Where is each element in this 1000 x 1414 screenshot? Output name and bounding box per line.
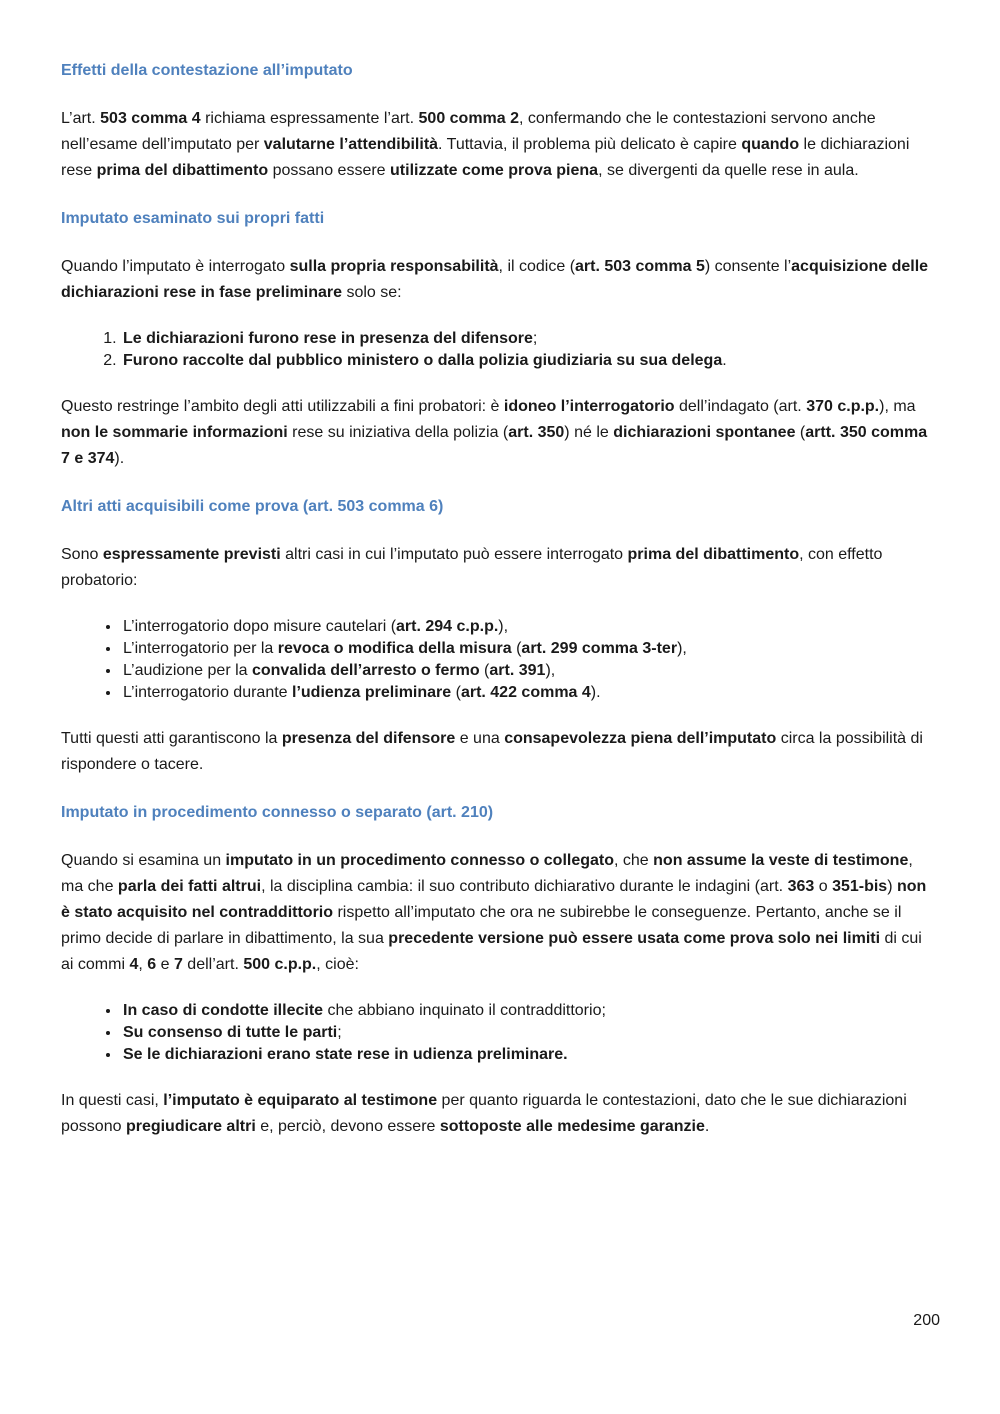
text: richiama espressamente l’art. (200, 110, 419, 127)
bold-text: Le dichiarazioni furono rese in presenza del difensore (123, 330, 533, 347)
list-item (121, 616, 937, 638)
text: possano essere (268, 162, 391, 179)
list-item (121, 638, 937, 660)
text: ( (451, 684, 461, 701)
paragraph (61, 542, 937, 594)
bold-text: In caso di condotte illecite (123, 1002, 324, 1019)
text: ). (114, 450, 125, 467)
text: Tutti questi atti garantiscono la (61, 730, 282, 747)
bold-text: 500 c.p.p. (243, 956, 317, 973)
text: In questi casi, (61, 1092, 164, 1109)
text: Quando l’imputato è interrogato (61, 258, 290, 275)
text: dell’indagato (art. (674, 398, 807, 415)
text: ), (545, 662, 556, 679)
bold-text: 7 (173, 956, 183, 973)
text: ), (677, 640, 687, 657)
bold-text: art. 422 comma 4 (460, 684, 591, 701)
bold-text: revoca o modifica della misura (277, 640, 512, 657)
list-item (121, 328, 937, 350)
bold-text: art. 299 comma 3-ter (521, 640, 678, 657)
bold-text: prima del dibattimento (96, 162, 269, 179)
text: , che (614, 852, 654, 869)
text: dell’art. (182, 956, 244, 973)
text: ( (479, 662, 490, 679)
text: , il codice ( (498, 258, 576, 275)
list-item (121, 1000, 937, 1022)
bold-text: non è stato acquisito nel contraddittorio (61, 878, 927, 921)
bold-text: non assume la veste di testimone (653, 852, 909, 869)
bold-text: idoneo l’interrogatorio (503, 398, 675, 415)
text: ), ma (879, 398, 916, 415)
bold-text: utilizzate come prova piena (390, 162, 599, 179)
paragraph (61, 1088, 937, 1140)
paragraph (61, 254, 937, 306)
bold-text: convalida dell’arresto o fermo (251, 662, 480, 679)
bold-text: 363 (787, 878, 815, 895)
text: L’art. (61, 110, 101, 127)
bold-text: quando (741, 136, 800, 153)
bold-text: 503 comma 4 (100, 110, 201, 127)
text: , con effetto probatorio: (61, 546, 883, 589)
bold-text: art. 391 (489, 662, 546, 679)
bold-text: sulla propria responsabilità (289, 258, 499, 275)
section-heading-effetti: Effetti della contestazione all’imputato (61, 62, 353, 79)
bold-text: espressamente previsti (102, 546, 281, 563)
text: rese su iniziativa della polizia ( (287, 424, 509, 441)
bullet-list (61, 616, 937, 704)
text: L’audizione per la (123, 662, 252, 679)
bold-text: dichiarazioni spontanee (613, 424, 796, 441)
section-heading-procedimento-connesso: Imputato in procedimento connesso o separato (art. 210) (61, 804, 494, 821)
text: Sono (61, 546, 103, 563)
text: . (704, 1118, 710, 1135)
text: L’interrogatorio durante (123, 684, 292, 701)
bold-text: Se le dichiarazioni erano state rese in udienza preliminare. (123, 1046, 568, 1063)
text: che abbiano inquinato il contraddittorio; (323, 1002, 606, 1019)
text: , se divergenti da quelle rese in aula. (598, 162, 859, 179)
text: e (156, 956, 174, 973)
text: , (138, 956, 148, 973)
text: ). (590, 684, 601, 701)
text: solo se: (342, 284, 402, 301)
text: ; (337, 1024, 342, 1041)
text: . (722, 352, 727, 369)
bold-text: 500 comma 2 (418, 110, 520, 127)
text: , confermando che le contestazioni servono anche nell’esame dell’imputato per (61, 110, 876, 153)
list-item (121, 1022, 937, 1044)
text: le dichiarazioni rese (61, 136, 910, 179)
bold-text: Su consenso di tutte le parti (123, 1024, 338, 1041)
bold-text: l’udienza preliminare (292, 684, 452, 701)
text: , cioè: (316, 956, 359, 973)
text: Quando si esamina un (61, 852, 226, 869)
list-item (121, 660, 937, 682)
bold-text: 6 (147, 956, 157, 973)
paragraph (61, 726, 937, 778)
paragraph (61, 848, 937, 978)
bullet-list (61, 1000, 937, 1066)
paragraph (61, 106, 937, 184)
bold-text: 370 c.p.p. (806, 398, 880, 415)
text: circa la possibilità di rispondere o tacere. (61, 730, 923, 773)
text: ) né le (564, 424, 614, 441)
text: ; (532, 330, 538, 347)
bold-text: parla dei fatti altrui (117, 878, 262, 895)
bold-text: artt. 350 comma 7 e 374 (61, 424, 928, 467)
text: per quanto riguarda le contestazioni, dato che le sue dichiarazioni possono (61, 1092, 907, 1135)
text: o (814, 878, 833, 895)
text: , la disciplina cambia: il suo contributo dichiarativo durante le indagini (art. (261, 878, 788, 895)
text: rispetto all’imputato che ora ne subirebbe le conseguenze. Pertanto, anche se il primo decide di parlare in dibattimento, la sua (61, 904, 902, 947)
bold-text: art. 350 (508, 424, 565, 441)
numbered-list (61, 328, 937, 372)
list-item (121, 682, 937, 704)
bold-text: imputato in un procedimento connesso o collegato (225, 852, 615, 869)
bold-text: prima del dibattimento (627, 546, 800, 563)
bold-text: acquisizione delle dichiarazioni rese in fase preliminare (61, 258, 929, 301)
text: , ma che (61, 852, 913, 895)
page-number: 200 (913, 1312, 940, 1329)
bold-text: pregiudicare altri (125, 1118, 256, 1135)
text: ( (511, 640, 522, 657)
bold-text: l’imputato è equiparato al testimone (163, 1092, 438, 1109)
section-heading-imputato-esaminato: Imputato esaminato sui propri fatti (61, 210, 325, 227)
text: Questo restringe l’ambito degli atti utilizzabili a fini probatori: è (61, 398, 504, 415)
list-item (121, 350, 937, 372)
text: L’interrogatorio dopo misure cautelari ( (123, 618, 397, 635)
bold-text: non le sommarie informazioni (61, 424, 288, 441)
bold-text: consapevolezza piena dell’imputato (504, 730, 777, 747)
text: altri casi in cui l’imputato può essere interrogato (280, 546, 628, 563)
bold-text: art. 294 c.p.p. (396, 618, 499, 635)
bold-text: precedente versione può essere usata come prova solo nei limiti (388, 930, 881, 947)
text: L’interrogatorio per la (123, 640, 278, 657)
bold-text: 4 (129, 956, 139, 973)
text: . Tuttavia, il problema più delicato è capire (438, 136, 742, 153)
text: ( (795, 424, 806, 441)
bold-text: valutarne l’attendibilità (263, 136, 439, 153)
bold-text: Furono raccolte dal pubblico ministero o dalla polizia giudiziaria su sua delega (123, 352, 723, 369)
document-page (61, 58, 937, 1162)
paragraph (61, 394, 937, 472)
bold-text: art. 503 comma 5 (575, 258, 705, 275)
text: e, perciò, devono essere (255, 1118, 440, 1135)
text: e una (455, 730, 505, 747)
text: ) consente l’ (704, 258, 792, 275)
list-item (121, 1044, 937, 1066)
text: di cui ai commi (61, 930, 922, 973)
bold-text: sottoposte alle medesime garanzie (439, 1118, 705, 1135)
bold-text: presenza del difensore (281, 730, 456, 747)
text: ) (887, 878, 897, 895)
section-heading-altri-atti: Altri atti acquisibili come prova (art. 503 comma 6) (61, 498, 444, 515)
bold-text: 351-bis (832, 878, 888, 895)
text: ), (498, 618, 509, 635)
